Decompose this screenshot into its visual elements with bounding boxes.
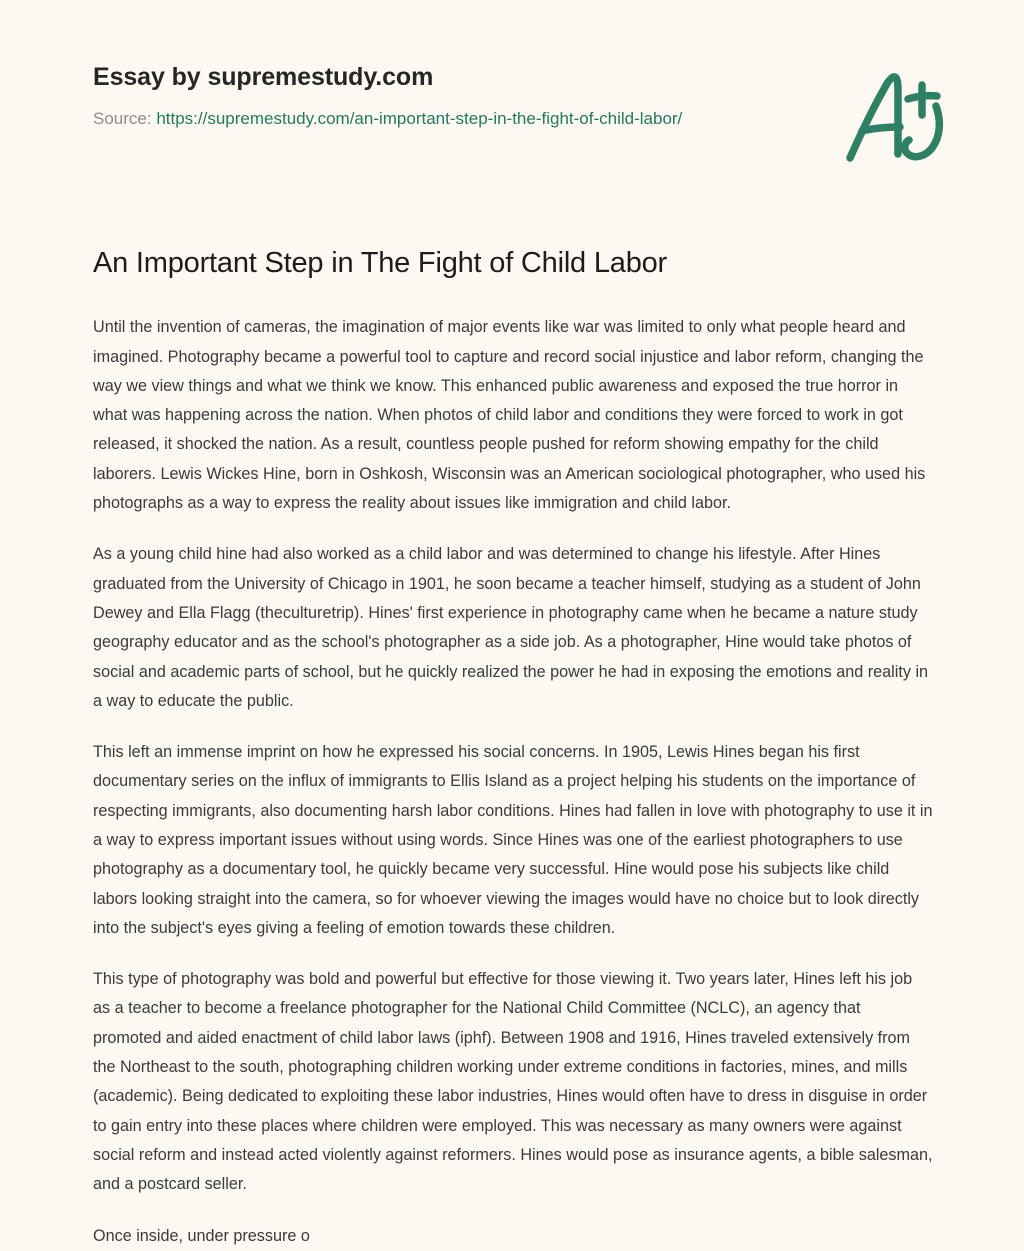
- paragraph: This type of photography was bold and powerful but effective for those viewing it. Two years later, Hines left his job as a teacher to become a freelance photographer for the National Child Committee (NCLC), an agency that promoted and aided enactment of child labor laws (iphf). Between 1908 and 1916, Hines traveled extensively from the Northeast to the south, photographing children working under extreme conditions in factories, mines, and mills (academic). Being dedicated to exploiting these labor industries, Hines would often have to dress in disguise in order to gain entry into these places where children were employed. This was necessary as many owners were against social reform and instead acted violently against reformers. Hines would pose as insurance agents, a bible salesman, and a postcard seller.: [93, 970, 933, 1194]
- paragraph: Until the invention of cameras, the imagination of major events like war was limited to only what people heard and imagined. Photography became a powerful tool to capture and record social injustice and labor reform, changing the way we view things and what we think we know. This enhanced public awareness and exposed the true horror in what was happening across the nation. When photos of child labor and conditions they were forced to work in got released, it shocked the nation. As a result, countless people pushed for reform showing empathy for the child laborers. Lewis Wickes Hine, born in Oshkosh, Wisconsin was an American sociological photographer, who used his photographs as a way to express the reality about issues like immigration and child labor.: [93, 318, 926, 513]
- source-label: Source:: [93, 109, 152, 128]
- source-url-link[interactable]: https://supremestudy.com/an-important-step-in-the-fight-of-child-labor/: [156, 109, 683, 128]
- source-line: [93, 109, 964, 129]
- article: [93, 245, 933, 1251]
- page-title: An Important Step in The Fight of Child Labor: [93, 247, 668, 279]
- paragraph: This left an immense imprint on how he expressed his social concerns. In 1905, Lewis Hines began his first documentary series on the influx of immigrants to Ellis Island as a project helping his students on the importance of respecting immigrants, also documenting harsh labor conditions. Hines had fallen in love with photography to use it in a way to express important issues without using words. Since Hines was one of the earliest photographers to use photography as a documentary tool, he quickly became very successful. Hine would pose his subjects like child labors looking straight into the camera, so for whoever viewing the images would have no choice but to look directly into the subject's eyes giving a feeling of emotion towards these children.: [93, 743, 933, 937]
- paragraph-truncated: Once inside, under pressure o: [93, 1226, 310, 1245]
- paragraph: As a young child hine had also worked as a child labor and was determined to change his lifestyle. After Hines graduated from the University of Chicago in 1901, he soon became a teacher himself, studying as a student of John Dewey and Ella Flagg (theculturetrip). Hines' first experience in photography came when he became a nature study geography educator and as the school's photographer as a side job. As a photographer, Hine would take photos of social and academic parts of school, but he quickly realized the power he had in exposing the emotions and reality in a way to educate the public.: [93, 545, 929, 710]
- a-plus-logo-icon: [836, 62, 966, 174]
- article-body: [93, 313, 933, 1251]
- a-plus-logo: [836, 62, 966, 174]
- brand-title: Essay by supremestudy.com: [93, 63, 434, 91]
- document-header: [93, 62, 964, 129]
